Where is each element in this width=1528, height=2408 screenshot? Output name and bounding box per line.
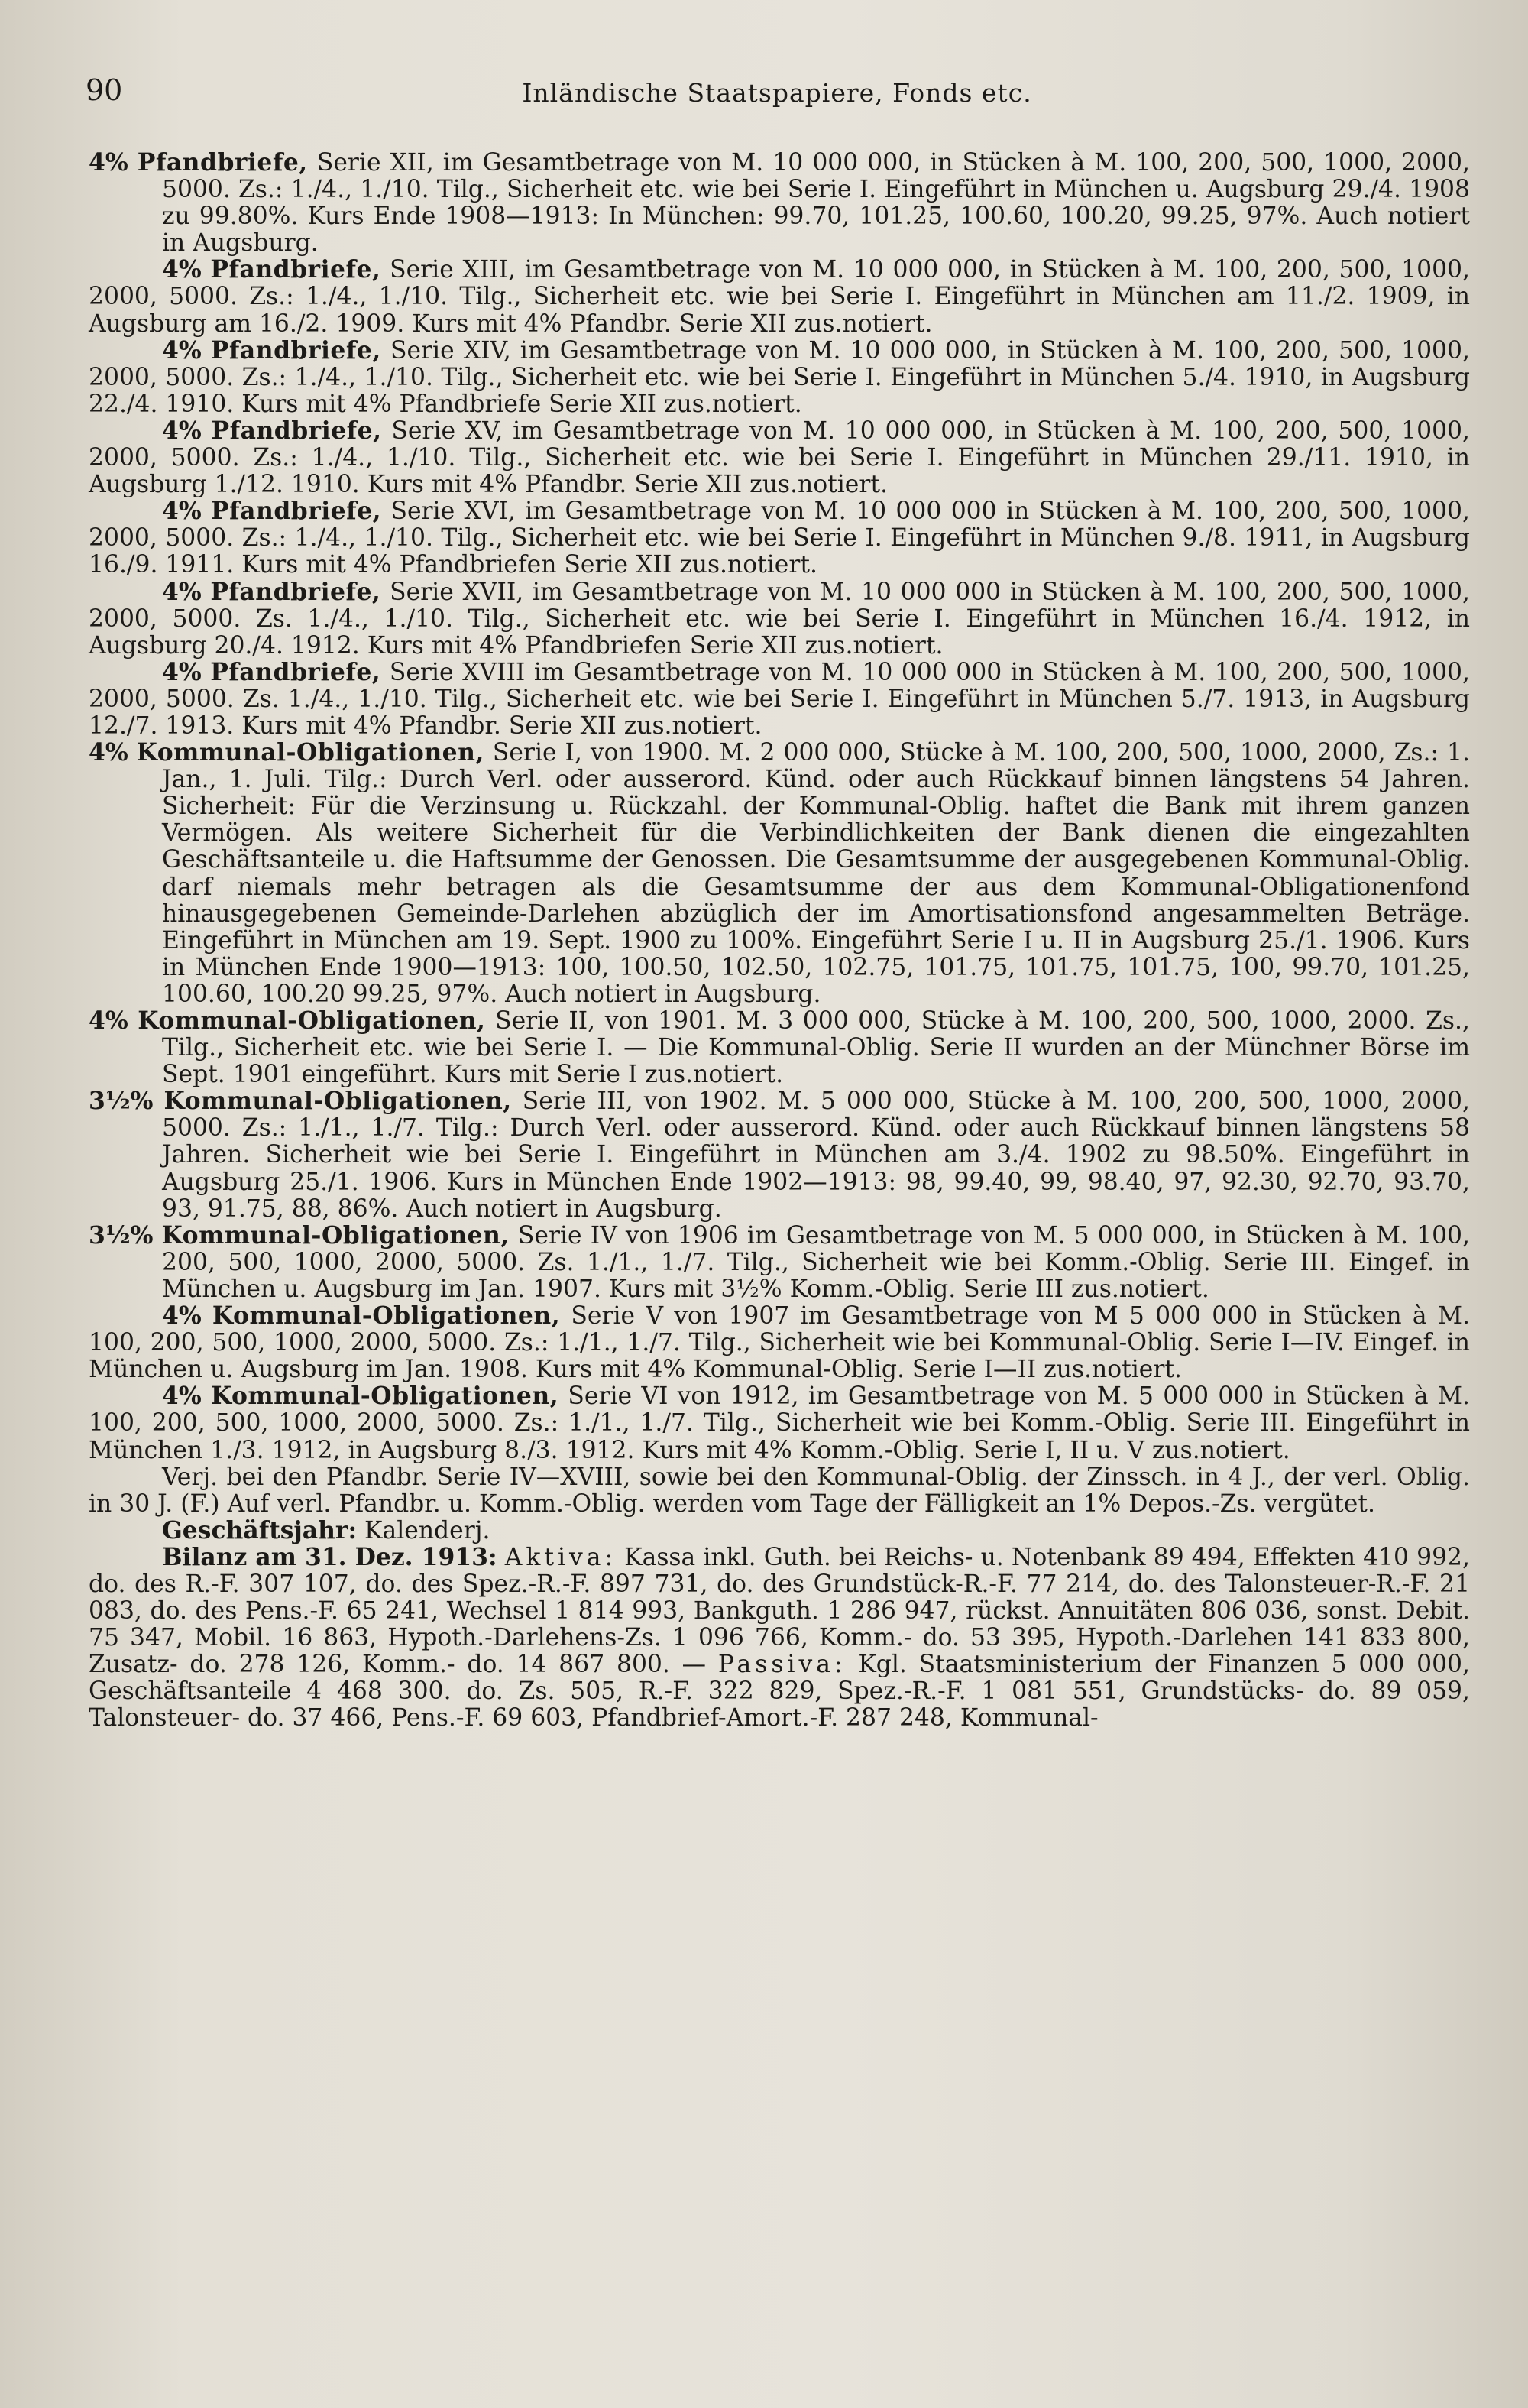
entry-title: Kommunal-Obligationen,	[138, 1007, 486, 1035]
running-title: Inländische Staatspapiere, Fonds etc.	[522, 78, 1032, 108]
entry-pfandbriefe-serie-xiv	[89, 338, 1470, 418]
entry-rate: 4%	[162, 497, 202, 526]
entry-title: Kommunal-Obligationen,	[136, 739, 484, 767]
entry-kommunal-obligationen-serie-ii	[89, 1008, 1470, 1088]
entry-rate: 4%	[162, 578, 202, 606]
entry-text: Serie XV, im Gesamtbetrage von M. 10 000 000, in Stücken à M. 100, 200, 500, 1000, 2000, 5000. Zs.: 1./4., 1./10. Tilg., Sicherheit etc. wie bei Serie I. Eingeführt in München 29./11. 1910, in Augsburg 1./12. 1910. Kurs mit 4% Pfandbr. Serie XII zus.notiert.	[89, 416, 1471, 499]
entry-rate: 3½%	[89, 1221, 154, 1249]
entry-title: Kommunal-Obligationen,	[210, 1382, 559, 1411]
entry-rate: 4%	[162, 336, 202, 365]
entry-text: Serie XIV, im Gesamtbetrage von M. 10 000 000, in Stücken à M. 100, 200, 500, 1000, 2000, 5000. Zs.: 1./4., 1./10. Tilg., Sicherheit etc. wie bei Serie I. Eingeführt in München 5./4. 1910, in Augsburg 22./4. 1910. Kurs mit 4% Pfandbriefe Serie XII zus.notiert.	[89, 336, 1470, 418]
entry-kommunal-obligationen-serie-iv	[89, 1223, 1470, 1303]
entry-rate: 3½%	[89, 1087, 154, 1116]
verjaehrung-text: Verj. bei den Pfandbr. Serie IV—XVIII, sowie bei den Kommunal-Oblig. der Zinssch. in 4 J., der verl. Oblig. in 30 J. (F.) Auf verl. Pfandbr. u. Komm.-Oblig. werden vom Tage der Fälligkeit an 1% Depos.-Zs. vergütet.	[89, 1463, 1470, 1518]
entry-rate: 4%	[89, 739, 128, 767]
entry-title: Pfandbriefe,	[211, 497, 382, 526]
entry-pfandbriefe-serie-xiii	[89, 257, 1470, 337]
entry-pfandbriefe-serie-xvii	[89, 579, 1470, 660]
entry-kommunal-obligationen-serie-v	[89, 1303, 1470, 1383]
entry-text: Serie XIII, im Gesamtbetrage von M. 10 000 000, in Stücken à M. 100, 200, 500, 1000, 2000, 5000. Zs.: 1./4., 1./10. Tilg., Sicherheit etc. wie bei Serie I. Eingeführt in München am 11./2. 1909, in Augsburg am 16./2. 1909. Kurs mit 4% Pfandbr. Serie XII zus.notiert.	[89, 256, 1470, 338]
entry-kommunal-obligationen-serie-vi	[89, 1383, 1470, 1463]
aktiva-text: Kassa inkl. Guth. bei Reichs- u. Notenbank 89 494, Effekten 410 992, do. des R.-F. 307 107, do. des Spez.-R.-F. 897 731, do. des Grundstück-R.-F. 77 214, do. des Talonsteuer-R.-F. 21 083, do. des Pens.-F. 65 241, Wechsel 1 814 993, Bankguth. 1 286 947, rückst. Annuitäten 806 036, sonst. Debit. 75 347, Mobil. 16 863, Hypoth.-Darlehens-Zs. 1 096 766, Komm.- do. 53 395, Hypoth.-Darlehen 141 833 800, Zusatz- do. 278 126, Komm.- do. 14 867 800. —	[89, 1543, 1470, 1679]
entry-title: Pfandbriefe,	[137, 149, 308, 177]
verjaehrung-note	[89, 1464, 1470, 1518]
entry-rate: 4%	[162, 1302, 202, 1330]
entry-title: Kommunal-Obligationen,	[161, 1221, 510, 1249]
entry-rate: 4%	[162, 658, 202, 686]
bilanz	[89, 1544, 1470, 1732]
entry-pfandbriefe-serie-xii	[89, 150, 1470, 257]
aktiva-label: Aktiva:	[504, 1543, 617, 1571]
entry-text: Serie IV von 1906 im Gesamtbetrage von M. 5 000 000, in Stücken à M. 100, 200, 500, 1000, 2000, 5000. Zs. 1./1., 1./7. Tilg., Sicherheit wie bei Komm.-Oblig. Serie III. Eingef. in München u. Augsburg im Jan. 1907. Kurs mit 3½% Komm.-Oblig. Serie III zus.notiert.	[162, 1221, 1470, 1303]
entry-text: Serie XVIII im Gesamtbetrage von M. 10 000 000 in Stücken à M. 100, 200, 500, 1000, 2000, 5000. Zs. 1./4., 1./10. Tilg., Sicherheit etc. wie bei Serie I. Eingeführt in München 5./7. 1913, in Augsburg 12./7. 1913. Kurs mit 4% Pfandbr. Serie XII zus.notiert.	[89, 658, 1470, 740]
geschaeftsjahr-label: Geschäftsjahr:	[162, 1516, 358, 1544]
entry-text: Serie II, von 1901. M. 3 000 000, Stücke à M. 100, 200, 500, 1000, 2000. Zs., Tilg., Sicherheit etc. wie bei Serie I. — Die Kommunal-Oblig. Serie II wurden an der Münchner Börse im Sept. 1901 eingeführt. Kurs mit Serie I zus.notiert.	[162, 1007, 1470, 1089]
passiva-label: Passiva:	[717, 1651, 847, 1679]
entry-pfandbriefe-serie-xvi	[89, 498, 1470, 579]
entry-text: Serie V von 1907 im Gesamtbetrage von M 5 000 000 in Stücken à M. 100, 200, 500, 1000, 2000, 5000. Zs.: 1./1., 1./7. Tilg., Sicherheit wie bei Kommunal-Oblig. Serie I—IV. Eingef. in München u. Augsburg im Jan. 1908. Kurs mit 4% Kommunal-Oblig. Serie I—II zus.notiert.	[89, 1302, 1470, 1384]
entry-text: Serie XVI, im Gesamtbetrage von M. 10 000 000 in Stücken à M. 100, 200, 500, 1000, 2000, 5000. Zs.: 1./4., 1./10. Tilg., Sicherheit etc. wie bei Serie I. Eingeführt in München 9./8. 1911, in Augsburg 16./9. 1911. Kurs mit 4% Pfandbriefen Serie XII zus.notiert.	[89, 497, 1470, 579]
entry-text: Serie I, von 1900. M. 2 000 000, Stücke à M. 100, 200, 500, 1000, 2000, Zs.: 1. Jan., 1. Juli. Tilg.: Durch Verl. oder ausserord. Künd. oder auch Rückkauf binnen längstens 54 Jahren. Sicherheit: Für die Verzinsung u. Rückzahl. der Kommunal-Oblig. haftet die Bank mit ihrem ganzen Vermögen. Als weitere Sicherheit für die Verbindlichkeiten der Bank dienen die eingezahlten Geschäftsanteile u. die Haftsumme der Genossen. Die Gesamtsumme der ausgegebenen Kommunal-Oblig. darf niemals mehr betragen als die Gesamtsumme der aus dem Kommunal-Obligationenfond hinausgegebenen Gemeinde-Darlehen abzüglich der im Amortisationsfond angesammelten Beträge. Eingeführt in München am 19. Sept. 1900 zu 100%. Eingeführt Serie I u. II in Augsburg 25./1. 1906. Kurs in München Ende 1900—1913: 100, 100.50, 102.50, 102.75, 101.75, 101.75, 101.75, 100, 99.70, 101.25, 100.60, 100.20 99.25, 97%. Auch notiert in Augsburg.	[162, 739, 1471, 1008]
entry-rate: 4%	[89, 1007, 128, 1035]
page-header	[86, 73, 1468, 119]
entry-title: Pfandbriefe,	[210, 658, 381, 686]
entry-text: Serie XVII, im Gesamtbetrage von M. 10 000 000 in Stücken à M. 100, 200, 500, 1000, 2000, 5000. Zs. 1./4., 1./10. Tilg., Sicherheit etc. wie bei Serie I. Eingeführt in München 16./4. 1912, in Augsburg 20./4. 1912. Kurs mit 4% Pfandbriefen Serie XII zus.notiert.	[89, 578, 1470, 660]
entry-rate: 4%	[162, 256, 202, 284]
page-body	[89, 150, 1470, 1732]
entry-text: Serie VI von 1912, im Gesamtbetrage von M. 5 000 000 in Stücken à M. 100, 200, 500, 1000, 2000, 5000. Zs.: 1./1., 1./7. Tilg., Sicherheit wie bei Komm.-Oblig. Serie III. Eingeführt in München 1./3. 1912, in Augsburg 8./3. 1912. Kurs mit 4% Komm.-Oblig. Serie I, II u. V zus.notiert.	[89, 1382, 1470, 1464]
entry-title: Pfandbriefe,	[210, 336, 381, 365]
entry-title: Pfandbriefe,	[210, 578, 381, 606]
geschaeftsjahr-value: Kalenderj.	[364, 1516, 490, 1544]
entry-rate: 4%	[89, 149, 128, 177]
entry-pfandbriefe-serie-xviii	[89, 660, 1470, 740]
entry-kommunal-obligationen-serie-iii	[89, 1088, 1470, 1222]
bilanz-label: Bilanz am 31. Dez. 1913:	[162, 1543, 497, 1571]
entry-rate: 4%	[162, 416, 202, 445]
entry-title: Pfandbriefe,	[210, 256, 381, 284]
page-number: 90	[86, 73, 123, 107]
entry-title: Pfandbriefe,	[211, 416, 382, 445]
entry-kommunal-obligationen-serie-i	[89, 740, 1470, 1008]
entry-text: Serie XII, im Gesamtbetrage von M. 10 000 000, in Stücken à M. 100, 200, 500, 1000, 2000, 5000. Zs.: 1./4., 1./10. Tilg., Sicherheit etc. wie bei Serie I. Eingeführt in München u. Augsburg 29./4. 1908 zu 99.80%. Kurs Ende 1908—1913: In München: 99.70, 101.25, 100.60, 100.20, 99.25, 97%. Auch notiert in Augsburg.	[162, 149, 1470, 258]
entry-title: Kommunal-Obligationen,	[212, 1302, 561, 1330]
geschaeftsjahr	[89, 1518, 1470, 1544]
entry-text: Serie III, von 1902. M. 5 000 000, Stücke à M. 100, 200, 500, 1000, 2000, 5000. Zs.: 1./1., 1./7. Tilg.: Durch Verl. oder ausserord. Künd. oder auch Rückkauf binnen längstens 58 Jahren. Sicherheit wie bei Serie I. Eingeführt in München am 3./4. 1902 zu 98.50%. Eingeführt in Augsburg 25./1. 1906. Kurs in München Ende 1902—1913: 98, 99.40, 99, 98.40, 97, 92.30, 92.70, 93.70, 93, 91.75, 88, 86%. Auch notiert in Augsburg.	[162, 1087, 1470, 1223]
entry-pfandbriefe-serie-xv	[89, 418, 1470, 498]
entry-title: Kommunal-Obligationen,	[163, 1087, 512, 1116]
passiva-text: Kgl. Staatsministerium der Finanzen 5 000 000, Geschäftsanteile 4 468 300. do. Zs. 505, R.-F. 322 829, Spez.-R.-F. 1 081 551, Grundstücks- do. 89 059, Talonsteuer- do. 37 466, Pens.-F. 69 603, Pfandbrief-Amort.-F. 287 248, Kommunal-	[89, 1651, 1470, 1732]
entry-rate: 4%	[162, 1382, 202, 1411]
